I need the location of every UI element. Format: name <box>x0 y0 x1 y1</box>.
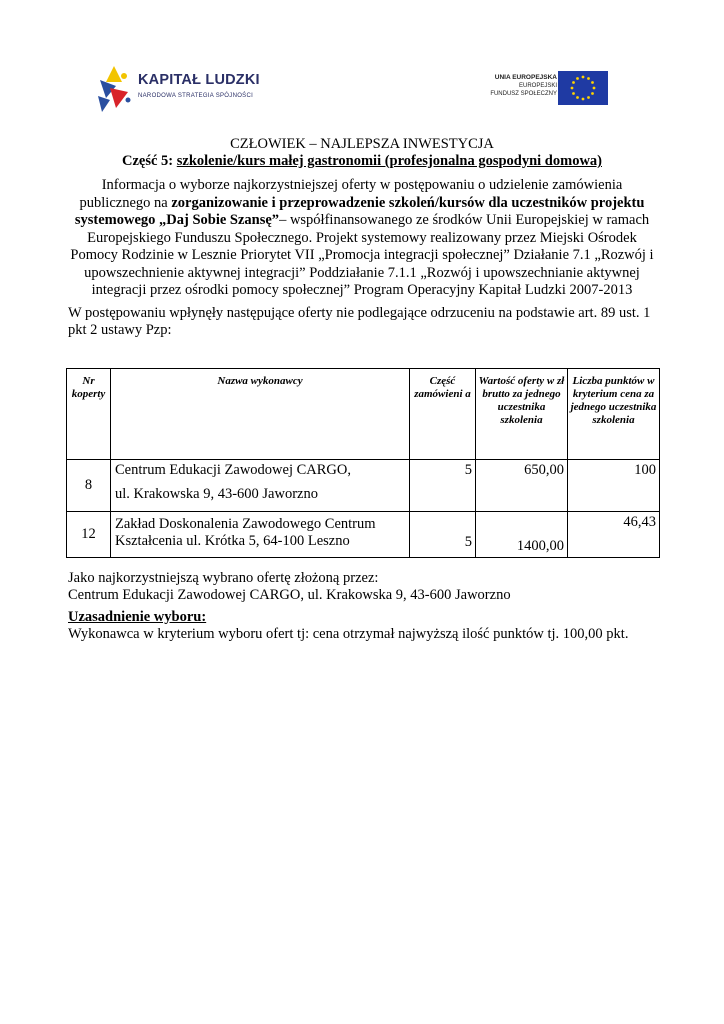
eu-line-2: EUROPEJSKI <box>518 83 557 89</box>
cell-name-line-2: Kształcenia ul. Krótka 5, 64-100 Leszno <box>115 533 350 549</box>
cell-part: 5 <box>410 512 476 558</box>
eu-flag-icon <box>558 71 608 105</box>
cell-value: 1400,00 <box>476 512 568 558</box>
offers-paragraph: W postępowaniu wpłynęły następujące oferty nie podlegające odrzuceniu na podstawie art. 89 ust. 1 pkt 2 ustawy Pzp: <box>68 305 651 338</box>
header-value: Wartość oferty w zł brutto za jednego uczestnika szkolenia <box>476 369 568 460</box>
cell-name-line-1: Zakład Doskonalenia Zawodowego Centrum <box>115 516 376 532</box>
kapital-ludzki-subtitle: NARODOWA STRATEGIA SPÓJNOŚCI <box>138 93 254 99</box>
intro-text-2: – współfinansowanego ze środków Unii Europejskiej w ramach Europejskiego Funduszu Społecznego. Projekt systemowy realizowany przez Miejski Ośrodek Pomocy Rodzinie w Lesznie Priorytet VII „Promocja integracji społecznej” Działanie 7.1 „Rozwój i upowszechnienie aktywnej integracji” Poddziałanie 7.1.1 „Rozwój i upowszechnianie aktywnej integracji przez ośrodki pomocy społecznej” Program Operacyjny Kapitał Ludzki 2007-2013 <box>70 212 654 298</box>
result-line-1: Jako najkorzystniejszą wybrano ofertę złożoną przez: <box>68 570 379 586</box>
eu-line-3: FUNDUSZ SPOŁECZNY <box>490 91 557 97</box>
cell-name-line-1: Centrum Edukacji Zawodowej CARGO, <box>115 462 351 478</box>
table-row <box>67 460 660 512</box>
eu-logo-text <box>490 74 557 98</box>
eu-logo <box>468 70 612 108</box>
kapital-ludzki-emblem-icon <box>92 62 136 117</box>
result-section <box>68 570 658 643</box>
cell-nr-text: 8 <box>84 477 93 493</box>
cell-name-line-2: ul. Krakowska 9, 43-600 Jaworzno <box>115 486 318 502</box>
cell-part: 5 <box>410 460 476 512</box>
kapital-ludzki-logo <box>92 62 262 117</box>
table-row <box>67 512 660 558</box>
cell-points: 46,43 <box>568 512 660 558</box>
intro-text-1: Informacja o wyborze najkorzystniejszej oferty w postępowaniu o udzielenie zamówienia publicznego na <box>79 177 623 211</box>
kapital-ludzki-title: KAPITAŁ LUDZKI <box>138 72 260 88</box>
header-name: Nazwa wykonawcy <box>111 369 410 460</box>
cell-points: 100 <box>568 460 660 512</box>
cell-nr-text: 12 <box>81 526 96 542</box>
header-points: Liczba punktów w kryterium cena za jednego uczestnika szkolenia <box>568 369 660 460</box>
cell-name <box>111 512 410 558</box>
justification-text: Wykonawca w kryterium wyboru ofert tj: cena otrzymał najwyższą ilość punktów tj. 100,00 pkt. <box>68 626 629 642</box>
cell-name <box>111 460 410 512</box>
header-part: Część zamówieni a <box>410 369 476 460</box>
eu-line-1: UNIA EUROPEJSKA <box>494 74 557 81</box>
cell-nr <box>67 460 111 512</box>
cell-nr <box>67 512 111 558</box>
cell-value: 650,00 <box>476 460 568 512</box>
table-header-row <box>67 369 660 460</box>
document-title: CZŁOWIEK – NAJLEPSZA INWESTYCJA <box>230 136 494 152</box>
justification-title: Uzasadnienie wyboru: <box>68 609 207 625</box>
result-line-2: Centrum Edukacji Zawodowej CARGO, ul. Krakowska 9, 43-600 Jaworzno <box>68 587 511 603</box>
header-nr: Nr koperty <box>67 369 111 460</box>
intro-paragraph <box>66 177 658 300</box>
part-subject: szkolenie/kurs małej gastronomii (profesjonalna gospodyni domowa) <box>176 153 602 169</box>
intro-bold: zorganizowanie i przeprowadzenie szkoleń/kursów dla uczestników projektu systemowego „Daj Sobie Szansę” <box>74 194 645 228</box>
offers-table <box>66 368 660 558</box>
part-prefix: Część 5: <box>122 153 177 169</box>
part-heading <box>0 153 724 170</box>
